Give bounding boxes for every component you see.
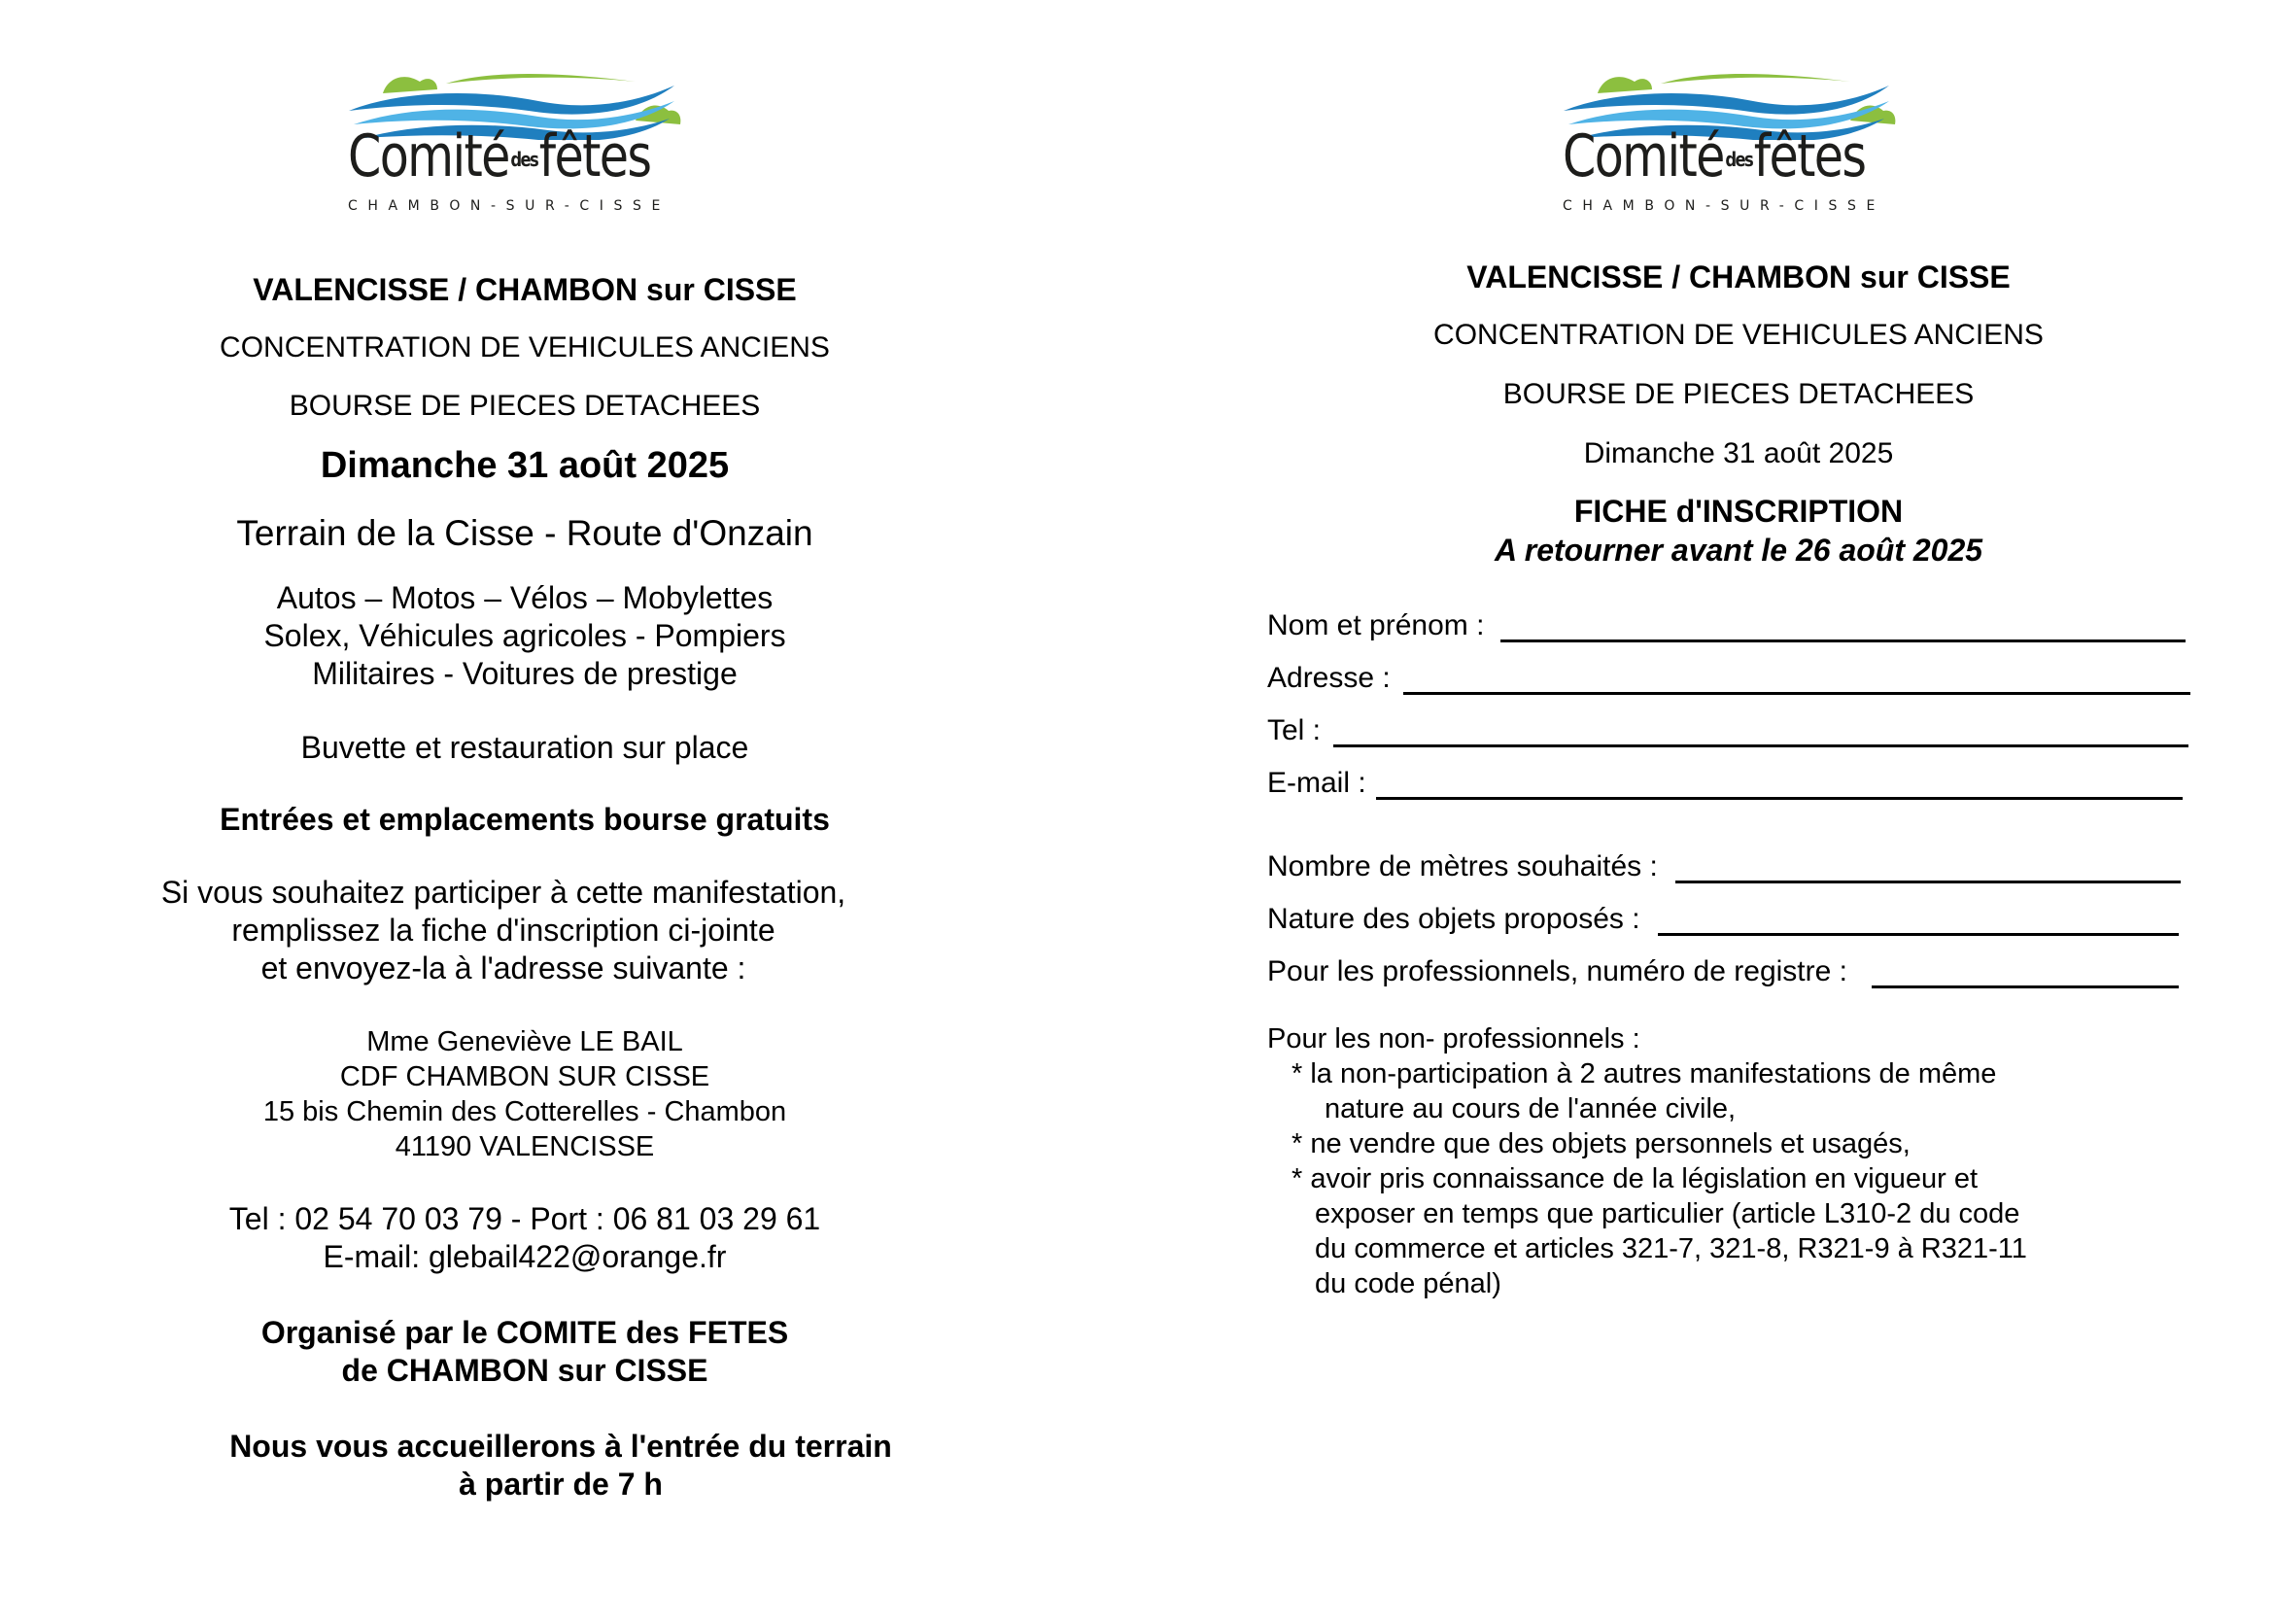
nonpro-line: nature au cours de l'année civile, [1325,1093,1737,1124]
registry-field[interactable] [1267,955,2200,988]
logo-subtitle: CHAMBON-SUR-CISSE [348,198,671,214]
event-line-2: BOURSE DE PIECES DETACHEES [289,390,761,422]
organizer-line: de CHAMBON sur CISSE [341,1353,708,1388]
address-field[interactable] [1267,662,2200,695]
flyer-panel [0,0,1050,1624]
email-label: E-mail : [1267,767,1366,799]
organizer-line: Organisé par le COMITE des FETES [260,1315,789,1350]
address-input-line[interactable] [1403,692,2190,695]
address-line: 15 bis Chemin des Cotterelles - Chambon [262,1096,787,1127]
participation-line: Si vous souhaitez participer à cette manifestation, [160,875,846,910]
nonpro-line: du code pénal) [1315,1268,1501,1299]
nonpro-line: * la non-participation à 2 autres manifestations de même [1291,1058,1997,1089]
registry-label: Pour les professionnels, numéro de registre : [1267,955,1847,987]
email-input-line[interactable] [1376,797,2183,800]
event-date: Dimanche 31 août 2025 [320,445,730,486]
nonpro-title: Pour les non- professionnels : [1267,1023,1640,1054]
tel-label: Tel : [1267,714,1322,746]
name-input-line[interactable] [1500,639,2186,642]
location-title: VALENCISSE / CHAMBON sur CISSE [1466,259,2011,294]
logo-wordmark: Comitédesfêtes [1563,122,1866,190]
tel-input-line[interactable] [1333,744,2188,747]
objects-field[interactable] [1267,903,2200,936]
tel-field[interactable] [1267,714,2200,747]
nonpro-line: du commerce et articles 321-7, 321-8, R321-9 à R321-11 [1315,1233,2027,1264]
participation-line: et envoyez-la à l'adresse suivante : [260,950,746,985]
event-line-1: CONCENTRATION DE VEHICULES ANCIENS [1433,319,2044,351]
address-line: Mme Geneviève LE BAIL [366,1026,683,1057]
comite-des-fetes-logo [1559,62,1909,218]
name-label: Nom et prénom : [1267,609,1485,641]
logo-subtitle: CHAMBON-SUR-CISSE [1563,198,1885,214]
event-date: Dimanche 31 août 2025 [1583,437,1894,469]
free-entry-info: Entrées et emplacements bourse gratuits [220,802,830,837]
form-title: FICHE d'INSCRIPTION [1573,494,1904,529]
objects-input-line[interactable] [1658,933,2179,936]
address-label: Adresse : [1267,662,1391,694]
category-line: Autos – Motos – Vélos – Mobylettes [276,580,774,615]
objects-label: Nature des objets proposés : [1267,903,1640,935]
address-line: 41190 VALENCISSE [395,1131,655,1162]
nonpro-line: exposer en temps que particulier (article L310-2 du code [1315,1198,2020,1229]
nonpro-line: * avoir pris connaissance de la législation en vigueur et [1291,1163,1979,1194]
location-title: VALENCISSE / CHAMBON sur CISSE [253,272,797,307]
event-line-1: CONCENTRATION DE VEHICULES ANCIENS [220,331,830,363]
event-line-2: BOURSE DE PIECES DETACHEES [1502,378,1975,410]
nonpro-line: * ne vendre que des objets personnels et usagés, [1291,1128,1911,1159]
form-deadline: A retourner avant le 26 août 2025 [1494,533,1983,568]
address-line: CDF CHAMBON SUR CISSE [339,1061,710,1092]
name-field[interactable] [1267,609,2200,642]
event-venue: Terrain de la Cisse - Route d'Onzain [236,513,813,553]
meters-input-line[interactable] [1675,881,2181,883]
email-field[interactable] [1267,767,2200,800]
participation-line: remplissez la fiche d'inscription ci-jointe [231,913,775,948]
meters-field[interactable] [1267,850,2200,883]
category-line: Militaires - Voitures de prestige [312,656,738,691]
contact-phone: Tel : 02 54 70 03 79 - Port : 06 81 03 29 61 [228,1201,821,1236]
category-line: Solex, Véhicules agricoles - Pompiers [263,618,786,653]
meters-label: Nombre de mètres souhaités : [1267,850,1658,882]
welcome-line: à partir de 7 h [459,1467,663,1502]
comite-des-fetes-logo [344,62,694,218]
contact-email: E-mail: glebail422@orange.fr [323,1239,727,1274]
registry-input-line[interactable] [1872,985,2179,988]
logo-wordmark: Comitédesfêtes [348,122,651,190]
food-info: Buvette et restauration sur place [300,730,749,765]
registration-form-panel [1205,0,2273,1624]
welcome-line: Nous vous accueillerons à l'entrée du terrain [229,1429,892,1464]
